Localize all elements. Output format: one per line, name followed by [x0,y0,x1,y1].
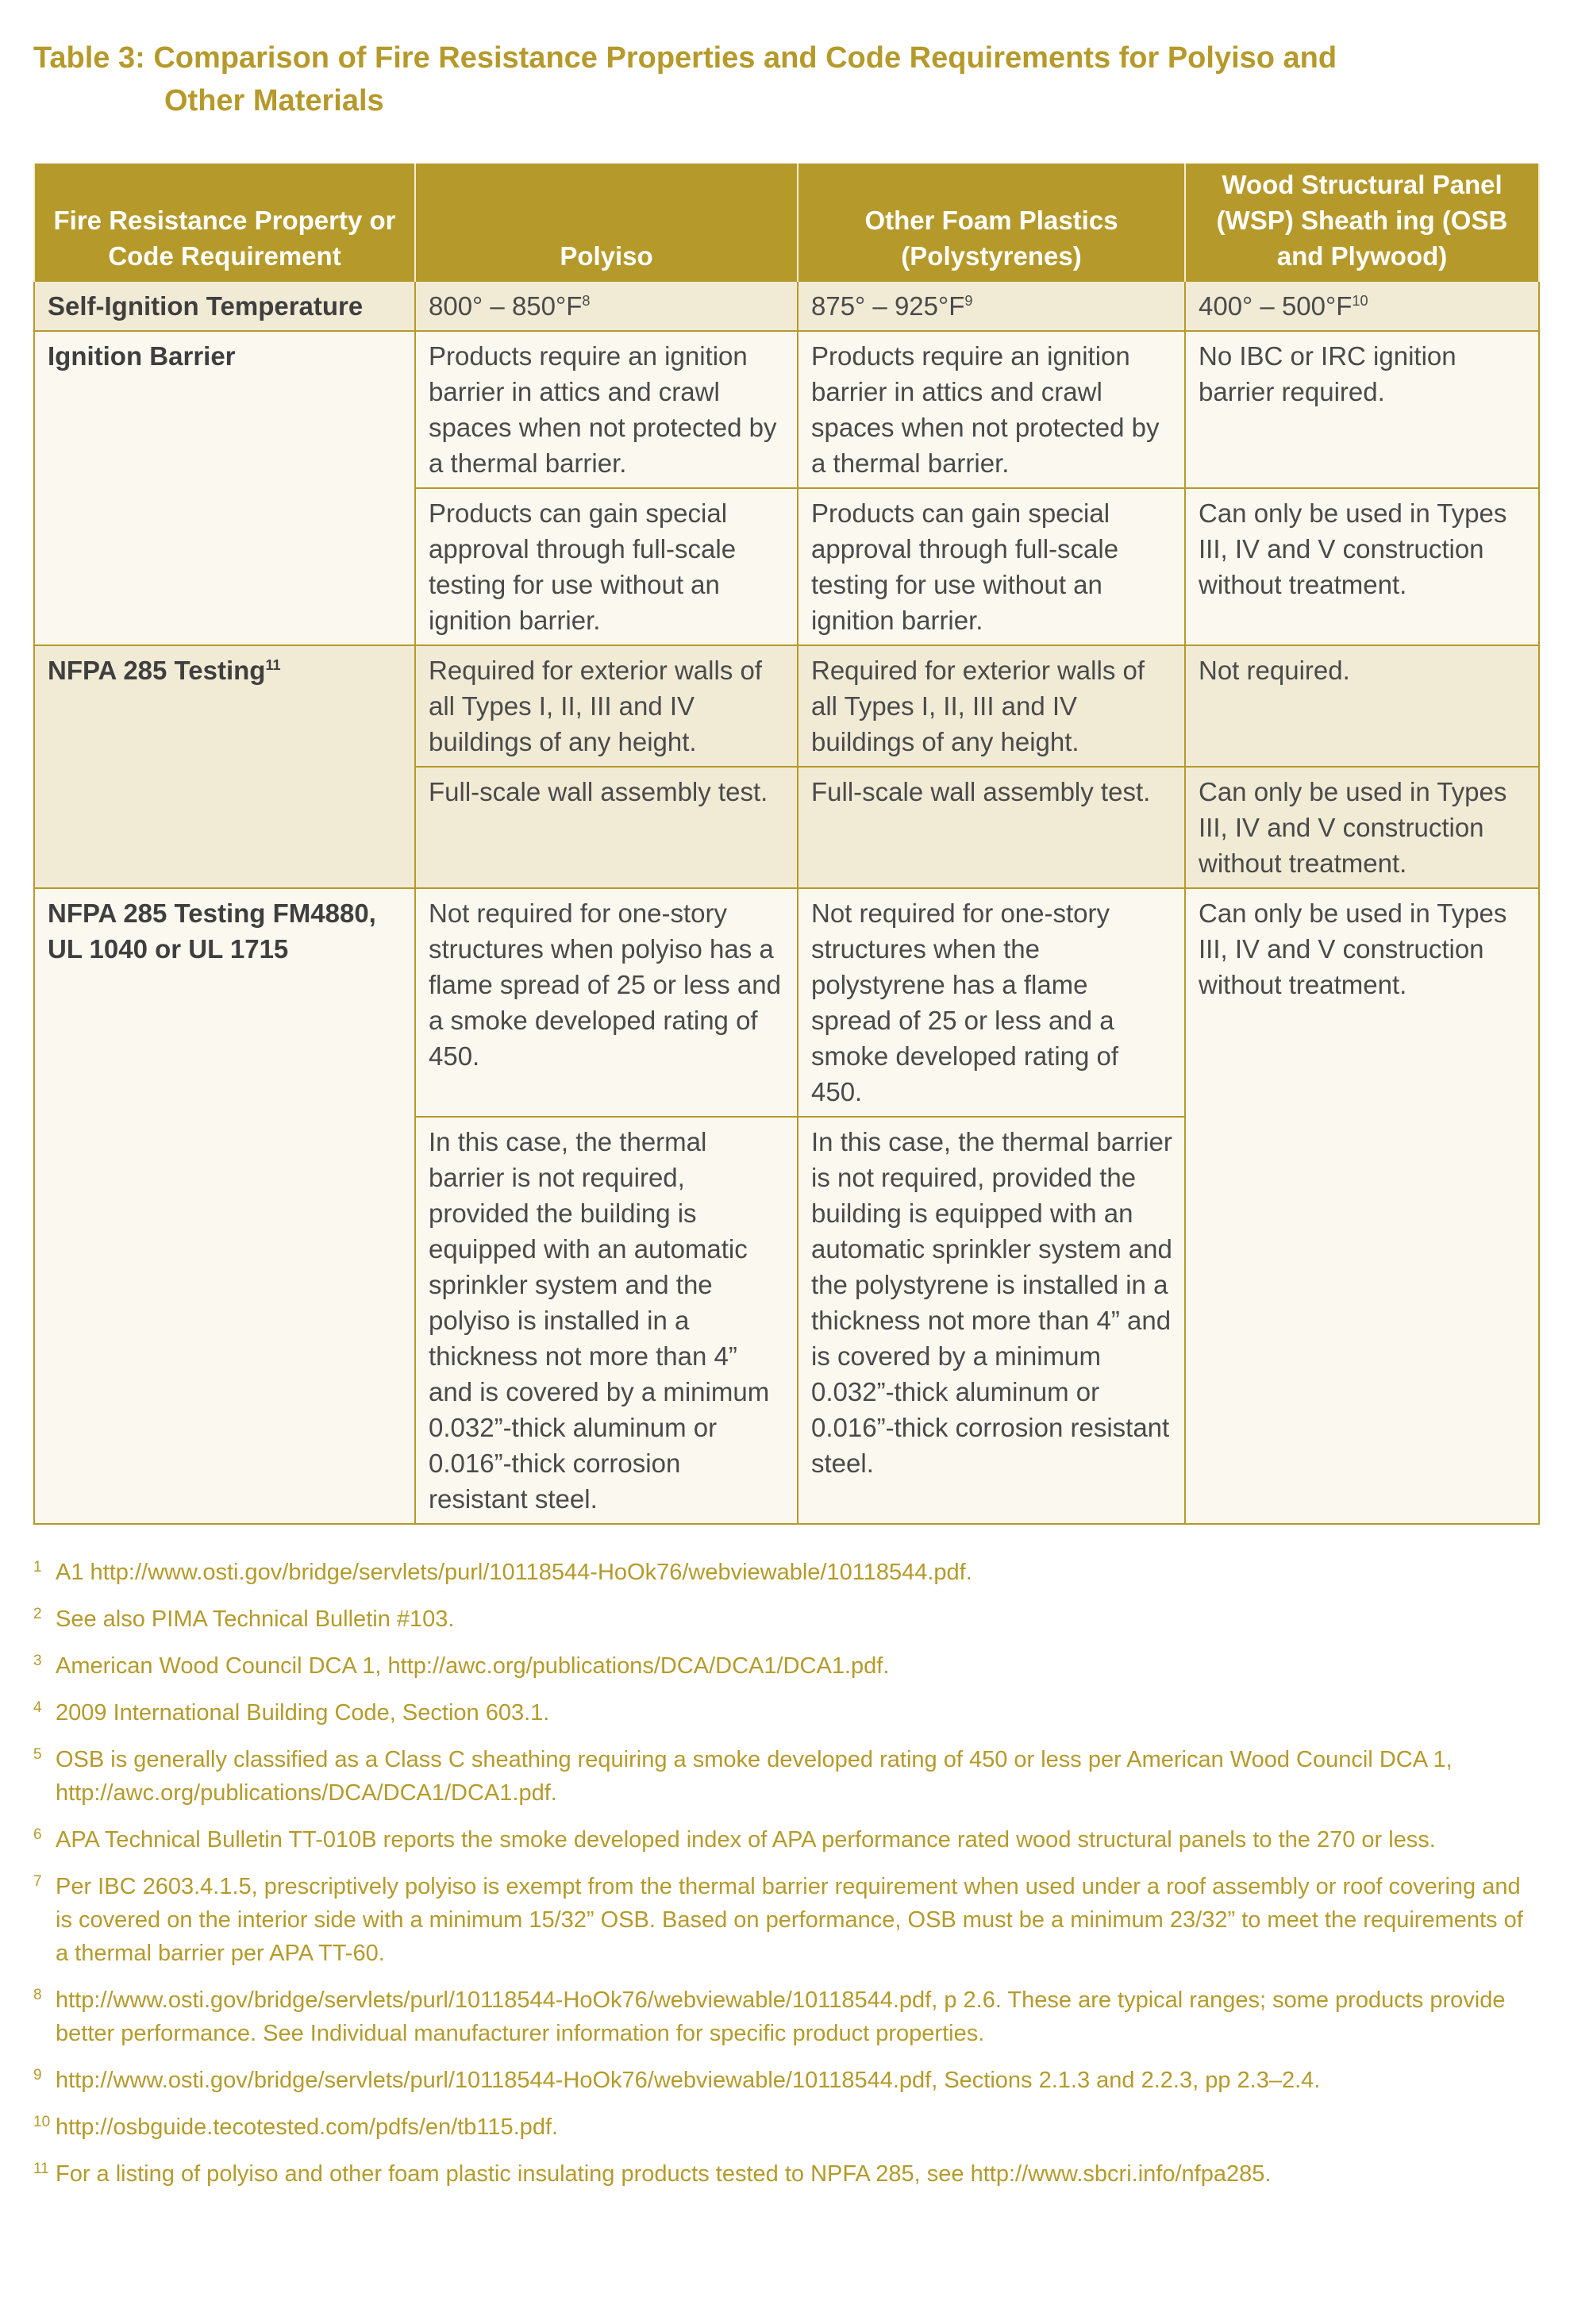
footnote-number: 1 [33,1559,42,1576]
footnote [33,1556,1526,1589]
cell-polyiso: Products can gain special approval through full-scale testing for use without an ignition barrier. [415,488,798,645]
footnote-number: 10 [33,2114,51,2130]
footnote-text: OSB is generally classified as a Class C sheathing requiring a smoke developed rating of 450 or less per American Wood Council DCA 1, http://awc.org/publications/DCA/DCA1/DCA1.pdf. [56,1747,1453,1806]
footnote [33,1983,1526,2050]
table-row [34,331,1539,488]
cell-wsp: No IBC or IRC ignition barrier required. [1185,331,1539,488]
cell-other-foam: Full-scale wall assembly test. [798,767,1185,888]
footnote-ref: 9 [964,293,973,309]
cell-other-foam: Not required for one-story structures when the polystyrene has a flame spread of 25 or less and a smoke developed rating of 450. [798,888,1185,1117]
cell-value: 800° – 850°F [429,291,583,321]
cell-polyiso: Full-scale wall assembly test. [415,767,798,888]
row-label-ignition-barrier: Ignition Barrier [34,331,415,645]
comparison-table [33,164,1540,1525]
table-row [34,888,1539,1117]
cell-polyiso: In this case, the thermal barrier is not required, provided the building is equipped with an automatic sprinkler system and the polyiso is installed in a thickness not more than 4” and is covered by a minimum 0.032”-thick aluminum or 0.016”-thick corrosion resistant steel. [415,1117,798,1524]
table-header-row [34,164,1539,281]
footnote-ref: 10 [1352,293,1368,309]
cell-other-foam: In this case, the thermal barrier is not required, provided the building is equipped with an automatic sprinkler system and the polystyrene is installed in a thickness not more than 4” and is covered by a minimum 0.032”-thick aluminum or 0.016”-thick corrosion resistant steel. [798,1117,1185,1524]
footnote-number: 3 [33,1653,42,1669]
cell-wsp: Can only be used in Types III, IV and V construction without treatment. [1185,488,1539,645]
footnote-text: http://osbguide.tecotested.com/pdfs/en/tb115.pdf. [56,2114,559,2140]
footnote [33,1823,1526,1857]
cell-value: 400° – 500°F [1199,291,1353,321]
footnote [33,1603,1526,1636]
footnote [33,1870,1526,1970]
cell-polyiso: Required for exterior walls of all Types I, II, III and IV buildings of any height. [415,645,798,767]
footnote-text: 2009 International Building Code, Section 603.1. [56,1700,550,1726]
row-label-nfpa-285-fm: NFPA 285 Testing FM4880, UL 1040 or UL 1715 [34,888,415,1524]
header-property: Fire Resistance Property or Code Requirement [34,164,415,281]
footnote-text: Per IBC 2603.4.1.5, prescriptively polyiso is exempt from the thermal barrier requirement when used under a roof assembly or roof covering and is covered on the interior side with a minimum 15/32” OSB. Based on performance, OSB must be a minimum 23/32” to meet the requirements of a thermal barrier per APA TT-60. [56,1874,1523,1966]
footnote-number: 11 [33,2160,49,2177]
footnote-text: American Wood Council DCA 1, http://awc.org/publications/DCA/DCA1/DCA1.pdf. [56,1653,890,1679]
cell-polyiso [415,281,798,331]
footnotes [33,1556,1526,2204]
cell-other-foam: Required for exterior walls of all Types I, II, III and IV buildings of any height. [798,645,1185,767]
footnote [33,1743,1526,1810]
footnote-text: http://www.osti.gov/bridge/servlets/purl/10118544-HoOk76/webviewable/10118544.pdf, p 2.6. These are typical ranges; some products provide better performance. See Individual manufacturer information for specific product properties. [56,1987,1506,2046]
cell-other-foam: Products require an ignition barrier in attics and crawl spaces when not protected by a thermal barrier. [798,331,1185,488]
footnote-text: APA Technical Bulletin TT-010B reports the smoke developed index of APA performance rated wood structural panels to the 270 or less. [56,1827,1436,1853]
table-title [33,37,1526,122]
footnote [33,1649,1526,1683]
table-row [34,281,1539,331]
header-polyiso: Polyiso [415,164,798,281]
footnote-number: 7 [33,1873,42,1890]
footnote [33,1696,1526,1730]
footnote [33,2064,1526,2097]
footnote-ref: 8 [582,293,591,309]
footnote-number: 5 [33,1746,42,1763]
title-line-2: Other Materials [164,84,384,117]
footnote-text: See also PIMA Technical Bulletin #103. [56,1606,455,1632]
footnote-text: For a listing of polyiso and other foam plastic insulating products tested to NPFA 285, see http://www.sbcri.info/nfpa285. [56,2161,1272,2187]
cell-polyiso: Products require an ignition barrier in attics and crawl spaces when not protected by a thermal barrier. [415,331,798,488]
cell-wsp [1185,281,1539,331]
cell-other-foam: Products can gain special approval through full-scale testing for use without an ignition barrier. [798,488,1185,645]
footnote-number: 9 [33,2067,42,2084]
footnote-number: 2 [33,1606,42,1622]
footnote-ref: 11 [265,657,281,673]
cell-other-foam [798,281,1185,331]
footnote-number: 4 [33,1699,42,1716]
cell-wsp: Can only be used in Types III, IV and V construction without treatment. [1185,767,1539,888]
cell-value: 875° – 925°F [811,291,965,321]
footnote-number: 6 [33,1826,42,1843]
footnote-text: http://www.osti.gov/bridge/servlets/purl/10118544-HoOk76/webviewable/10118544.pdf, Sections 2.1.3 and 2.2.3, pp 2.3–2.4. [56,2068,1321,2093]
table-row [34,645,1539,767]
row-label-nfpa-285 [34,645,415,888]
row-label-text: NFPA 285 Testing [48,656,266,685]
title-line-1: Table 3: Comparison of Fire Resistance Properties and Code Requirements for Polyiso and [33,41,1337,75]
cell-wsp: Not required. [1185,645,1539,767]
cell-wsp: Can only be used in Types III, IV and V construction without treatment. [1185,888,1539,1524]
footnote [33,2157,1526,2191]
footnote [33,2110,1526,2144]
cell-polyiso: Not required for one-story structures when polyiso has a flame spread of 25 or less and a smoke developed rating of 450. [415,888,798,1117]
row-label-self-ignition: Self-Ignition Temperature [34,281,415,331]
header-other-foam: Other Foam Plastics (Polystyrenes) [798,164,1185,281]
header-wsp: Wood Structural Panel (WSP) Sheath ing (OSB and Plywood) [1185,164,1539,281]
footnote-number: 8 [33,1987,42,2003]
footnote-text: A1 http://www.osti.gov/bridge/servlets/purl/10118544-HoOk76/webviewable/10118544.pdf. [56,1560,972,1585]
